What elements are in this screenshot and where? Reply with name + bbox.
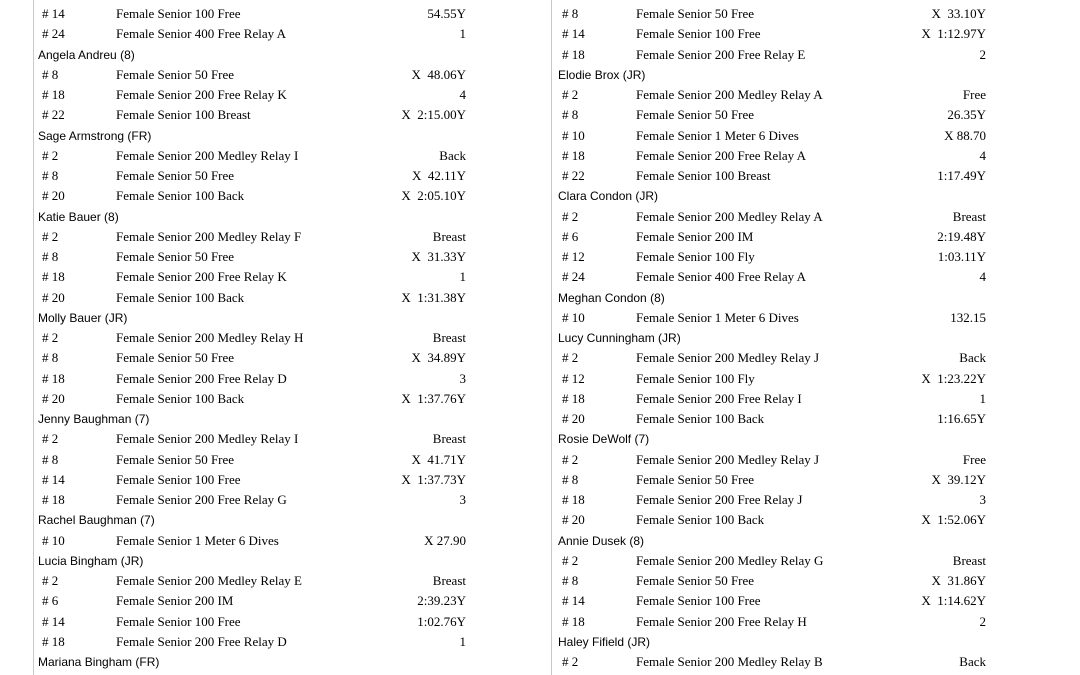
event-entry-row <box>36 65 548 85</box>
event-entry-row <box>556 308 1068 328</box>
entry-result: X 33.10Y <box>931 6 986 21</box>
event-number: # 2 <box>562 654 579 669</box>
entry-result: Back <box>439 147 466 163</box>
event-entry-row <box>556 470 1068 490</box>
event-name: Female Senior 50 Free <box>636 107 755 123</box>
event-number: # 18 <box>562 492 585 507</box>
event-entry-row <box>556 4 1068 24</box>
event-name: Female Senior 200 Medley Relay J <box>636 350 820 366</box>
event-name: Female Senior 100 Free <box>636 26 761 42</box>
event-entry-row <box>36 24 548 44</box>
event-name: Female Senior 200 Free Relay D <box>116 370 287 386</box>
event-name: Female Senior 200 Free Relay E <box>636 46 806 62</box>
event-name: Female Senior 50 Free <box>116 168 235 183</box>
event-name: Female Senior 100 Free <box>116 471 241 487</box>
event-number: # 8 <box>562 6 579 21</box>
entry-result: X 1:52.06Y <box>921 512 986 528</box>
event-name: Female Senior 200 Medley Relay E <box>116 573 302 588</box>
event-number: # 8 <box>42 249 59 264</box>
event-number: # 18 <box>42 269 65 285</box>
event-entry-row <box>36 389 548 409</box>
event-number: # 8 <box>562 107 579 123</box>
swimmer-name: Lucia Bingham (JR) <box>38 553 144 568</box>
event-number: # 18 <box>42 87 65 102</box>
event-number: # 2 <box>42 228 59 244</box>
swimmer-name: Angela Andreu (8) <box>38 47 135 62</box>
event-name: Female Senior 50 Free <box>116 451 235 467</box>
event-number: # 20 <box>42 188 65 204</box>
event-entry-row <box>556 45 1068 65</box>
entry-result: 1:16.65Y <box>937 411 986 426</box>
swimmer-name: Annie Dusek (8) <box>558 533 645 548</box>
entry-result: 2 <box>979 46 986 62</box>
event-entry-row <box>556 105 1068 125</box>
entry-result: 1 <box>459 26 466 42</box>
entry-result: 1:02.76Y <box>417 613 466 629</box>
swimmer-name: Katie Bauer (8) <box>38 209 119 224</box>
event-entry-row <box>556 207 1068 227</box>
entry-result: 2:19.48Y <box>937 228 986 244</box>
event-entry-row <box>36 591 548 611</box>
entry-result: X 2:15.00Y <box>401 107 466 123</box>
swimmer-name: Meghan Condon (8) <box>558 290 665 305</box>
event-name: Female Senior 200 Free Relay K <box>116 87 287 102</box>
entry-result: X 31.86Y <box>931 573 986 588</box>
event-entry-row <box>556 369 1068 389</box>
entry-result: Back <box>959 654 986 669</box>
event-number: # 18 <box>42 633 65 649</box>
event-entry-row <box>36 328 548 348</box>
event-name: Female Senior 100 Free <box>116 6 241 21</box>
entry-result: 4 <box>979 147 986 163</box>
event-number: # 2 <box>42 573 59 588</box>
event-entry-row <box>36 450 548 470</box>
event-entry-row <box>556 450 1068 470</box>
event-entry-row <box>556 166 1068 186</box>
entry-result: X 2:05.10Y <box>401 188 466 204</box>
event-name: Female Senior 200 Medley Relay F <box>116 228 302 244</box>
swimmer-name: Elodie Brox (JR) <box>558 67 646 82</box>
event-entry-row <box>36 227 548 247</box>
entry-result: 1 <box>979 390 986 406</box>
results-column-right <box>556 4 1068 672</box>
event-entry-row <box>36 632 548 652</box>
event-name: Female Senior 200 Free Relay A <box>636 147 807 163</box>
event-name: Female Senior 200 Medley Relay A <box>636 87 823 102</box>
event-number: # 2 <box>562 552 579 568</box>
event-name: Female Senior 50 Free <box>116 350 235 366</box>
event-name: Female Senior 50 Free <box>116 66 235 82</box>
event-number: # 8 <box>42 66 59 82</box>
event-entry-row <box>556 409 1068 429</box>
event-number: # 14 <box>562 26 585 42</box>
event-name: Female Senior 200 IM <box>116 593 234 609</box>
event-number: # 18 <box>42 492 65 507</box>
event-entry-row <box>36 470 548 490</box>
event-number: # 12 <box>562 249 585 264</box>
event-entry-row <box>36 348 548 368</box>
event-entry-row <box>36 267 548 287</box>
results-column-left <box>36 4 548 672</box>
event-number: # 2 <box>562 87 579 102</box>
entry-result: 1 <box>459 633 466 649</box>
event-number: # 8 <box>42 451 59 467</box>
event-entry-row <box>556 126 1068 146</box>
event-name: Female Senior 100 Back <box>116 390 245 406</box>
event-number: # 10 <box>562 309 585 325</box>
entry-result: 2:39.23Y <box>417 593 466 609</box>
event-number: # 8 <box>562 471 579 487</box>
event-number: # 2 <box>562 208 579 224</box>
event-number: # 6 <box>562 228 579 244</box>
entry-result: Breast <box>432 330 466 345</box>
entry-result: X 39.12Y <box>931 471 986 487</box>
event-name: Female Senior 100 Free <box>636 593 761 609</box>
event-entry-row <box>556 247 1068 267</box>
event-entry-row <box>36 105 548 125</box>
swimmer-name: Rosie DeWolf (7) <box>558 432 650 447</box>
event-entry-row <box>556 146 1068 166</box>
event-name: Female Senior 1 Meter 6 Dives <box>636 309 799 325</box>
event-name: Female Senior 50 Free <box>636 6 755 21</box>
entry-result: X 48.06Y <box>411 66 466 82</box>
entry-result: Back <box>959 350 986 366</box>
event-name: Female Senior 200 Free Relay D <box>116 633 287 649</box>
event-number: # 8 <box>562 573 579 588</box>
entry-result: X 34.89Y <box>411 350 466 366</box>
event-entry-row <box>556 24 1068 44</box>
entry-result: Free <box>962 87 986 102</box>
event-number: # 22 <box>562 168 585 183</box>
event-number: # 18 <box>562 46 585 62</box>
event-entry-row <box>36 288 548 308</box>
event-entry-row <box>556 490 1068 510</box>
event-name: Female Senior 100 Breast <box>116 107 251 123</box>
event-name: Female Senior 1 Meter 6 Dives <box>636 127 799 143</box>
event-name: Female Senior 400 Free Relay A <box>116 26 287 42</box>
event-name: Female Senior 100 Back <box>636 512 765 528</box>
event-name: Female Senior 200 Medley Relay I <box>116 431 299 447</box>
entry-result: 4 <box>459 87 466 102</box>
event-name: Female Senior 100 Back <box>116 188 245 204</box>
entry-result: 3 <box>979 492 986 507</box>
event-number: # 2 <box>42 147 59 163</box>
swimmer-name: Mariana Bingham (FR) <box>38 655 160 669</box>
event-number: # 24 <box>562 269 585 285</box>
entry-result: 26.35Y <box>947 107 986 123</box>
event-number: # 2 <box>42 431 59 447</box>
entry-result: X 1:37.73Y <box>401 471 466 487</box>
event-number: # 2 <box>562 350 579 366</box>
event-name: Female Senior 200 Medley Relay A <box>636 208 823 224</box>
entry-result: 1:03.11Y <box>937 249 986 264</box>
event-number: # 8 <box>42 168 59 183</box>
swimmer-name: Jenny Baughman (7) <box>38 412 150 426</box>
event-entry-row <box>36 429 548 449</box>
entry-result: 1:17.49Y <box>937 168 986 183</box>
entry-result: 3 <box>459 370 466 386</box>
event-number: # 20 <box>562 512 585 528</box>
event-number: # 6 <box>42 593 59 609</box>
swimmer-name: Molly Bauer (JR) <box>38 310 128 325</box>
entry-result: X 41.71Y <box>411 451 466 467</box>
event-entry-row <box>36 369 548 389</box>
swimmer-name: Lucy Cunningham (JR) <box>558 331 681 345</box>
entry-result: Breast <box>952 208 986 224</box>
event-number: # 14 <box>42 613 65 629</box>
event-number: # 14 <box>42 6 65 21</box>
event-entry-row <box>36 186 548 206</box>
entry-result: Breast <box>952 552 986 568</box>
event-entry-row <box>556 267 1068 287</box>
entry-result: X 31.33Y <box>411 249 466 264</box>
event-name: Female Senior 200 Medley Relay G <box>636 552 824 568</box>
event-number: # 20 <box>42 390 65 406</box>
entry-result: X 27.90 <box>424 532 466 548</box>
entry-result: X 1:12.97Y <box>921 26 986 42</box>
entry-result: Free <box>962 451 986 467</box>
event-entry-row <box>36 247 548 267</box>
event-entry-row <box>36 571 548 591</box>
event-name: Female Senior 400 Free Relay A <box>636 269 807 285</box>
event-number: # 10 <box>562 127 585 143</box>
entry-result: X 1:14.62Y <box>921 593 986 609</box>
event-name: Female Senior 100 Fly <box>636 249 755 264</box>
event-name: Female Senior 200 Free Relay I <box>636 390 802 406</box>
event-name: Female Senior 200 Medley Relay H <box>116 330 304 345</box>
event-name: Female Senior 100 Free <box>116 613 241 629</box>
left-margin-rule <box>33 0 34 675</box>
event-number: # 20 <box>562 411 585 426</box>
event-entry-row <box>36 490 548 510</box>
event-number: # 14 <box>42 471 65 487</box>
event-number: # 18 <box>562 390 585 406</box>
event-entry-row <box>556 85 1068 105</box>
event-entry-row <box>36 4 548 24</box>
entry-result: 4 <box>979 269 986 285</box>
event-entry-row <box>36 85 548 105</box>
event-entry-row <box>36 531 548 551</box>
event-entry-row <box>556 227 1068 247</box>
entry-result: X 42.11Y <box>411 168 466 183</box>
event-name: Female Senior 50 Free <box>116 249 235 264</box>
entry-result: 132.15 <box>950 309 986 325</box>
event-number: # 2 <box>42 330 59 345</box>
event-name: Female Senior 200 Medley Relay I <box>116 147 299 163</box>
event-number: # 24 <box>42 26 65 42</box>
swimmer-name: Clara Condon (JR) <box>558 189 659 204</box>
event-entry-row <box>556 389 1068 409</box>
event-name: Female Senior 200 IM <box>636 228 754 244</box>
entry-result: Breast <box>432 431 466 447</box>
entry-result: 1 <box>459 269 466 285</box>
entry-result: X 1:31.38Y <box>401 289 466 305</box>
swimmer-name: Sage Armstrong (FR) <box>38 128 152 143</box>
event-name: Female Senior 200 Medley Relay B <box>636 654 823 669</box>
swimmer-name: Rachel Baughman (7) <box>38 513 155 528</box>
column-divider-rule <box>551 0 552 675</box>
entry-result: 3 <box>459 492 466 507</box>
event-name: Female Senior 200 Free Relay J <box>636 492 803 507</box>
event-number: # 10 <box>42 532 65 548</box>
event-number: # 18 <box>42 370 65 386</box>
entry-result: Breast <box>432 573 466 588</box>
event-entry-row <box>556 551 1068 571</box>
event-name: Female Senior 100 Breast <box>636 168 771 183</box>
event-number: # 8 <box>42 350 59 366</box>
entry-result: X 88.70 <box>944 127 986 143</box>
event-entry-row <box>556 571 1068 591</box>
event-name: Female Senior 200 Free Relay G <box>116 492 287 507</box>
event-entry-row <box>556 348 1068 368</box>
event-name: Female Senior 1 Meter 6 Dives <box>116 532 279 548</box>
event-entry-row <box>556 591 1068 611</box>
event-entry-row <box>556 652 1068 672</box>
event-name: Female Senior 100 Back <box>636 411 765 426</box>
swimmer-name: Haley Fifield (JR) <box>558 634 651 649</box>
event-number: # 20 <box>42 289 65 305</box>
event-number: # 12 <box>562 370 585 386</box>
entry-result: 2 <box>979 613 986 629</box>
event-name: Female Senior 50 Free <box>636 471 755 487</box>
entry-result: X 1:23.22Y <box>921 370 986 386</box>
event-name: Female Senior 50 Free <box>636 573 755 588</box>
event-number: # 2 <box>562 451 579 467</box>
event-name: Female Senior 100 Back <box>116 289 245 305</box>
event-number: # 22 <box>42 107 65 123</box>
event-entry-row <box>36 146 548 166</box>
event-number: # 18 <box>562 613 585 629</box>
event-number: # 14 <box>562 593 585 609</box>
event-name: Female Senior 200 Free Relay H <box>636 613 807 629</box>
event-name: Female Senior 200 Medley Relay J <box>636 451 820 467</box>
entry-result: 54.55Y <box>427 6 466 21</box>
entry-result: X 1:37.76Y <box>401 390 466 406</box>
event-entry-row <box>36 166 548 186</box>
event-name: Female Senior 200 Free Relay K <box>116 269 287 285</box>
event-entry-row <box>556 612 1068 632</box>
event-number: # 18 <box>562 147 585 163</box>
event-entry-row <box>36 612 548 632</box>
entry-result: Breast <box>432 228 466 244</box>
event-entry-row <box>556 510 1068 530</box>
event-name: Female Senior 100 Fly <box>636 370 755 386</box>
